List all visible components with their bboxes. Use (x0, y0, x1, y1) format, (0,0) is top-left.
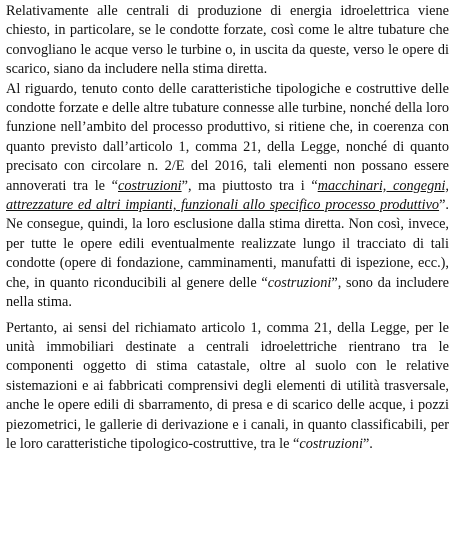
paragraph-hydro-question: Relativamente alle centrali di produzione di energia idroelettrica viene chiesto, in particolare, se le condotte forzate, così come le altre tubature che convogliano le acque verso le turbine o, in uscita da queste, verso le opere di scarico, siano da includere nella stima diretta. (6, 3, 449, 78)
assessment-text-1: Al riguardo, tenuto conto delle caratteristiche tipologiche e costruttive delle condotte forzate e delle altre tubature connesse alle turbine, nonché della loro funzione nell’ambito del processo produttivo, si ritiene che, in coerenza con quanto previsto dall’articolo 1, comma 21, della Legge, nonché di quanto precisato con circolare n. 2/E del 2016, tali elementi non possano essere annoverati tra le “ (6, 80, 450, 194)
conclusion-text-2: ”. (362, 435, 373, 452)
paragraph-assessment (6, 80, 449, 313)
assessment-emphasis-costruzioni: costruzioni (118, 177, 182, 194)
assessment-emphasis-costruzioni-2: costruzioni (267, 274, 332, 291)
conclusion-emphasis-costruzioni: costruzioni (299, 435, 363, 452)
assessment-text-4: ”, sono da includere nella stima. (6, 274, 449, 311)
assessment-text-3: ”. Ne consegue, quindi, la loro esclusione dalla stima diretta. Non così, invece, per tutte le opere edili eventualmente realizzate lungo il tracciato di tali condotte (opere di fondazione, camminamenti, manufatti di ispezione, ecc.), che, in quanto riconducibili al genere delle “ (6, 197, 449, 291)
paragraph-conclusion (6, 319, 449, 455)
conclusion-text-1: Pertanto, ai sensi del richiamato articolo 1, comma 21, della Legge, per le unità immobiliari destinate a centrali idroelettriche rientrano tra le componenti oggetto di stima catastale, oltre al suolo con le relative sistemazioni e ai fabbricati comprensivi degli elementi di utilità trasversale, anche le opere edili di sbarramento, di presa e di scarico delle acque, i pozzi piezometrici, le gallerie di derivazione e i canali, in quanto classificabili, per le loro caratteristiche tipologico-costruttive, tra le “ (6, 319, 449, 452)
assessment-emphasis-macchinari: macchinari, congegni, attrezzature ed altri impianti, funzionali allo specifico processo produttivo (6, 177, 449, 214)
assessment-text-2: ”, ma piuttosto tra i “ (181, 177, 318, 194)
